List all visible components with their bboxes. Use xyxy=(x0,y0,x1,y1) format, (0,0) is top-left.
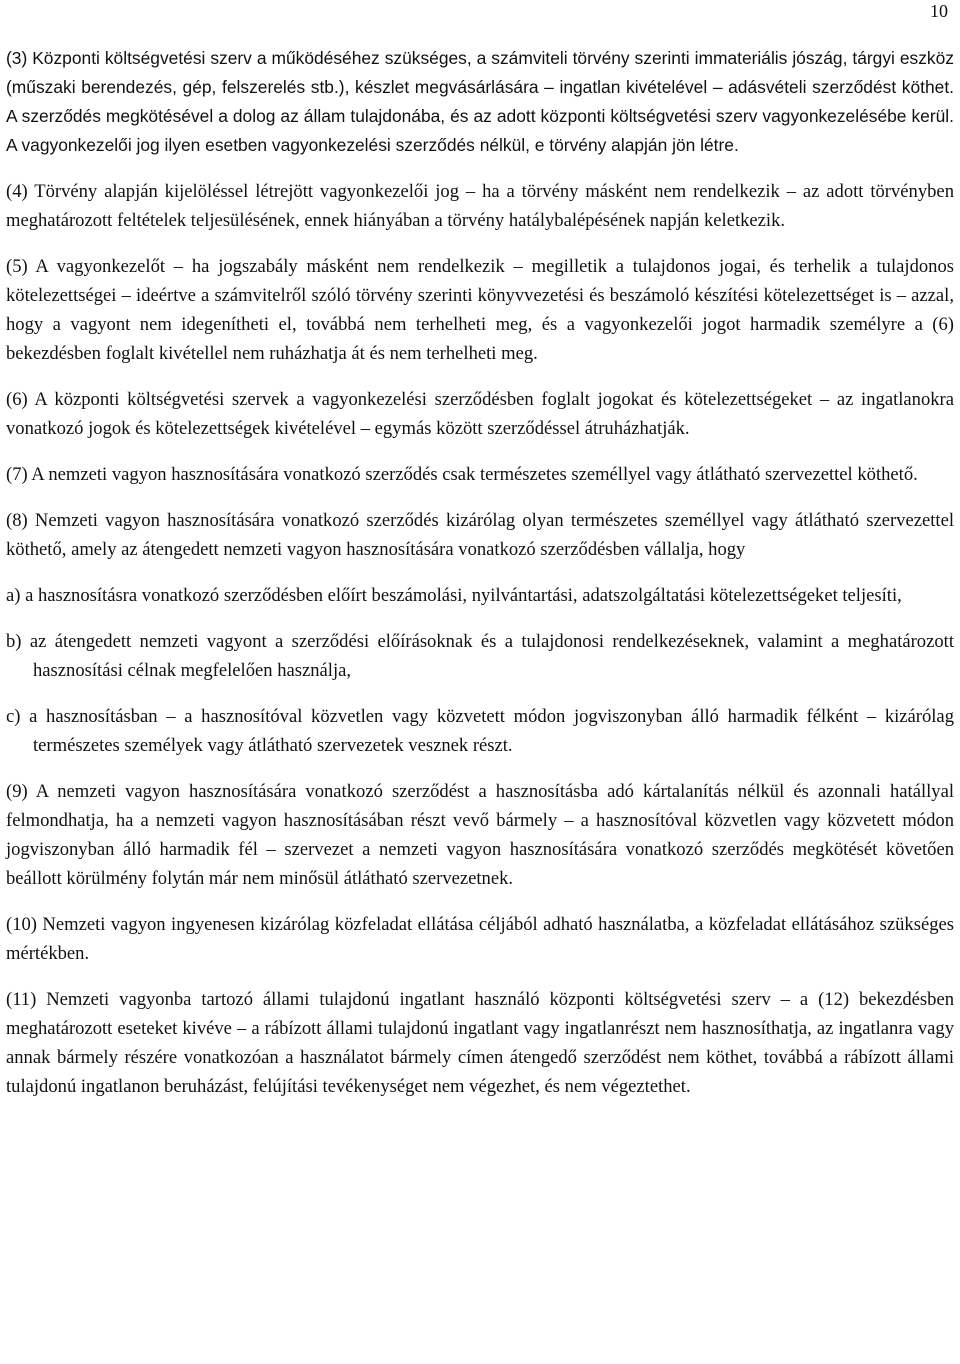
paragraph-8: (8) Nemzeti vagyon hasznosítására vonatkozó szerződés kizárólag olyan természetes személlyel vagy átlátható szervezettel köthető, amely az átengedett nemzeti vagyon hasznosítására vonatkozó szerződésben vállalja, hogy xyxy=(6,510,954,560)
list-item-a: a) a hasznosításra vonatkozó szerződésben előírt beszámolási, nyilvántartási, adatszolgáltatási kötelezettségeket teljesíti, xyxy=(6,585,902,606)
paragraph-3: (3) Központi költségvetési szerv a működéséhez szükséges, a számviteli törvény szerinti immateriális jószág, tárgyi eszköz (műszaki berendezés, gép, felszerelés stb.), készlet megvásárlására – ingatlan kivételével – adásvételi szerződést köthet. A szerződés megkötésével a dolog az állam tulajdonába, és az adott központi költségvetési szerv vagyonkezelésébe kerül. A vagyonkezelői jog ilyen esetben vagyonkezelési szerződés nélkül, e törvény alapján jön létre. xyxy=(6,48,954,155)
paragraph-11: (11) Nemzeti vagyonba tartozó állami tulajdonú ingatlant használó központi költségvetési szerv – a (12) bekezdésben meghatározott eseteket kivéve – a rábízott állami tulajdonú ingatlant vagy ingatlanrészt nem hasznosíthatja, az ingatlanra vagy annak bármely részére vonatkozóan a használatot bármely címen átengedő szerződést nem köthet, továbbá a rábízott állami tulajdonú ingatlanon beruházást, felújítási tevékenységet nem végezhet, és nem végeztethet. xyxy=(6,989,954,1097)
paragraph-6: (6) A központi költségvetési szervek a vagyonkezelési szerződésben foglalt jogokat és kötelezettségeket – az ingatlanokra vonatkozó jogok és kötelezettségek kivételével – egymás között szerződéssel átruházhatják. xyxy=(6,389,954,439)
list-item-c: c) a hasznosításban – a hasznosítóval közvetlen vagy közvetett módon jogviszonyban álló harmadik félként – kizárólag természetes személyek vagy átlátható szervezetek vesznek részt. xyxy=(6,706,954,756)
paragraph-7: (7) A nemzeti vagyon hasznosítására vonatkozó szerződés csak természetes személlyel vagy átlátható szervezettel köthető. xyxy=(6,464,918,485)
paragraph-4: (4) Törvény alapján kijelöléssel létrejött vagyonkezelői jog – ha a törvény másként nem rendelkezik – az adott törvényben meghatározott feltételek teljesülésének, ennek hiányában a törvény hatálybalépésének napján keletkezik. xyxy=(6,181,954,231)
page-number: 10 xyxy=(930,1,948,21)
paragraph-10: (10) Nemzeti vagyon ingyenesen kizárólag közfeladat ellátása céljából adható használatba, a közfeladat ellátásához szükséges mértékben. xyxy=(6,914,954,964)
paragraph-5: (5) A vagyonkezelőt – ha jogszabály másként nem rendelkezik – megilletik a tulajdonos jogai, és terhelik a tulajdonos kötelezettségei – ideértve a számvitelről szóló törvény szerinti könyvvezetési és beszámoló készítési kötelezettséget is – azzal, hogy a vagyont nem idegenítheti el, továbbá nem terhelheti meg, és a vagyonkezelői jogot harmadik személyre a (6) bekezdésben foglalt kivétellel nem ruházhatja át és nem terhelheti meg. xyxy=(6,256,954,364)
paragraph-9: (9) A nemzeti vagyon hasznosítására vonatkozó szerződést a hasznosításba adó kártalanítás nélkül és azonnali hatállyal felmondhatja, ha a nemzeti vagyon hasznosításában részt vevő bármely – a hasznosítóval közvetlen vagy közvetett módon jogviszonyban álló harmadik fél – szervezet a nemzeti vagyon hasznosítására vonatkozó szerződés megkötését követően beállott körülmény folytán már nem minősül átlátható szervezetnek. xyxy=(6,781,954,889)
list-item-b: b) az átengedett nemzeti vagyont a szerződési előírásoknak és a tulajdonosi rendelkezéseknek, valamint a meghatározott hasznosítási célnak megfelelően használja, xyxy=(6,631,954,681)
document-body xyxy=(6,44,954,1118)
